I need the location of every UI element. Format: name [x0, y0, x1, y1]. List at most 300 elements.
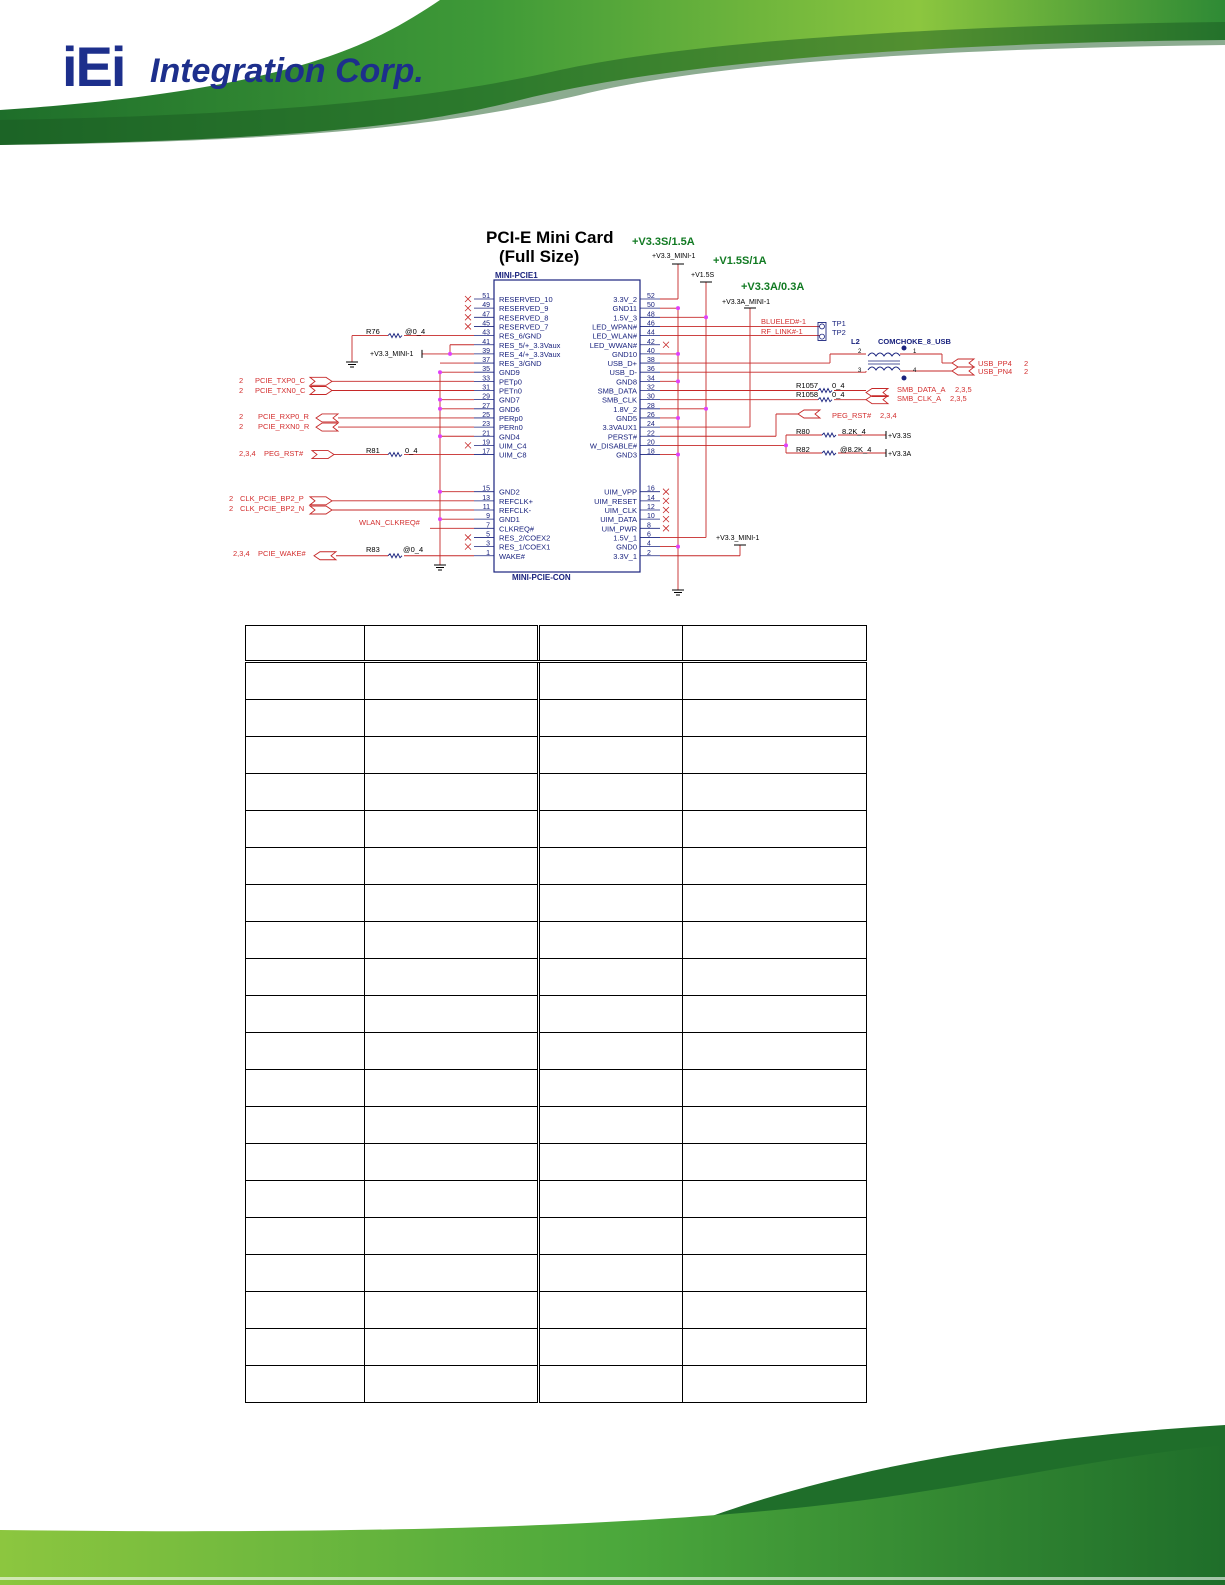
left-pin-name: UIM_C4 — [499, 441, 527, 451]
table-cell — [246, 662, 365, 700]
table-cell — [365, 662, 539, 700]
table-cell — [683, 811, 867, 848]
table-cell — [246, 737, 365, 774]
net-peg-right: PEG_RST# — [832, 411, 872, 420]
left-pin-number: 15 — [482, 485, 490, 493]
right-pin-name: GND0 — [616, 542, 637, 552]
sheet-usb-pp: 2 — [1024, 359, 1029, 368]
table-cell — [365, 1107, 539, 1144]
table-cell — [365, 996, 539, 1033]
table-cell — [539, 737, 683, 774]
right-pin-name: UIM_VPP — [604, 487, 637, 497]
r1058-label: R1058 — [796, 390, 819, 399]
table-cell — [365, 959, 539, 996]
net-wlan-clkreq: WLAN_CLKREQ# — [359, 518, 420, 527]
right-pin-name: 3.3V_2 — [613, 295, 637, 304]
sheet-smb-data: 2,3,5 — [955, 385, 972, 394]
table-cell — [246, 959, 365, 996]
right-pin-number: 6 — [647, 531, 651, 539]
net-clkp: CLK_PCIE_BP2_P — [240, 494, 304, 503]
right-pin-number: 26 — [647, 411, 655, 419]
table-row — [246, 922, 867, 959]
no-connect-mark — [465, 534, 471, 540]
ground-symbol — [434, 565, 446, 570]
left-pin-number: 23 — [482, 421, 490, 429]
left-pin-name: RES_1/COEX1 — [499, 542, 551, 552]
table-cell — [365, 1144, 539, 1181]
table-cell — [683, 959, 867, 996]
left-pin-number: 13 — [482, 494, 490, 502]
right-pin-name: 1.5V_3 — [613, 313, 637, 323]
table-cell — [365, 1070, 539, 1107]
right-pin-number: 24 — [647, 421, 655, 429]
table-cell — [683, 1070, 867, 1107]
right-pin-number: 20 — [647, 439, 655, 447]
right-pin-name: USB_D- — [609, 368, 637, 378]
net-smb-clk: SMB_CLK_A — [897, 394, 942, 403]
junction-dot — [438, 398, 442, 402]
l2-label: L2 — [851, 337, 860, 346]
rail-v15s: +V1.5S/1A — [713, 255, 767, 267]
r81-label: R81 — [366, 446, 380, 455]
resistor — [388, 334, 402, 338]
right-pin-name: 1.5V_1 — [613, 533, 637, 543]
right-pin-name: LED_WLAN# — [592, 331, 637, 341]
right-pin — [613, 550, 660, 561]
right-pin-name: SMB_DATA — [597, 386, 637, 396]
table-row — [246, 1070, 867, 1107]
ground-symbol — [346, 362, 358, 367]
left-pin-number: 41 — [482, 338, 490, 346]
table-cell — [539, 1181, 683, 1218]
resistor — [818, 398, 832, 402]
table-cell — [683, 848, 867, 885]
no-connect-mark — [465, 314, 471, 320]
left-pin-name: RESERVED_10 — [499, 295, 553, 304]
table-cell — [683, 1366, 867, 1403]
table-cell — [365, 1181, 539, 1218]
right-pin-number: 46 — [647, 320, 655, 328]
table-cell — [246, 1366, 365, 1403]
net-txp: PCIE_TXP0_C — [255, 376, 306, 385]
schematic-diagram — [225, 225, 1035, 605]
right-pin-number: 32 — [647, 384, 655, 392]
table-cell — [683, 700, 867, 737]
offpage-connector — [316, 423, 338, 431]
net-clkn: CLK_PCIE_BP2_N — [240, 504, 305, 513]
net-rflink: RF_LINK#-1 — [761, 327, 803, 336]
table-row — [246, 996, 867, 1033]
left-pin-number: 21 — [482, 430, 490, 438]
choke-pin-4: 4 — [913, 368, 917, 374]
table-row — [246, 700, 867, 737]
r83-label: R83 — [366, 545, 380, 554]
no-connect-mark — [465, 544, 471, 550]
table-cell — [246, 1144, 365, 1181]
left-pin — [474, 522, 535, 533]
left-pin-number: 49 — [482, 302, 490, 310]
table-cell — [539, 1255, 683, 1292]
left-pin-number: 35 — [482, 366, 490, 374]
left-pin-number: 9 — [486, 513, 490, 521]
left-pin-name: REFCLK- — [499, 506, 532, 515]
r82-value: @8.2K_4 — [840, 445, 872, 454]
part-ref: MINI-PCIE1 — [495, 271, 538, 280]
left-pin-name: PETn0 — [499, 386, 522, 396]
junction-dot — [438, 490, 442, 494]
net-usb-pp: USB_PP4 — [978, 359, 1012, 368]
table-cell — [246, 885, 365, 922]
resistor — [388, 453, 402, 457]
no-connect-mark — [465, 323, 471, 329]
table-cell — [365, 737, 539, 774]
choke-label: COMCHOKE_8_USB — [878, 337, 951, 346]
table-cell — [365, 848, 539, 885]
sheet-peg-left: 2,3,4 — [239, 449, 256, 458]
table-cell — [365, 1329, 539, 1366]
sheet-rxp: 2 — [239, 412, 244, 421]
table-cell — [683, 1181, 867, 1218]
right-pin-name: UIM_PWR — [601, 524, 637, 534]
left-pin-number: 7 — [486, 522, 490, 530]
right-pin-number: 44 — [647, 329, 655, 337]
right-pin-number: 38 — [647, 357, 655, 365]
r76-value: @0_4 — [405, 327, 426, 336]
net-rxp: PCIE_RXP0_R — [258, 412, 309, 421]
table-cell — [246, 1070, 365, 1107]
right-pin-number: 4 — [647, 540, 651, 548]
right-pin-name: GND10 — [611, 349, 637, 359]
offpage-connector — [314, 552, 336, 560]
right-pin-name: UIM_RESET — [594, 496, 637, 506]
pin-table — [245, 625, 867, 1403]
ground-symbol — [672, 590, 684, 595]
table-cell — [539, 1218, 683, 1255]
net-v33a: +V3.3A — [888, 451, 912, 458]
table-row — [246, 1033, 867, 1070]
junction-dot — [448, 352, 452, 356]
r1057-value: 0_4 — [832, 381, 845, 390]
left-pin-name: GND6 — [499, 404, 520, 414]
left-pin-number: 31 — [482, 384, 490, 392]
left-pin-number: 19 — [482, 439, 490, 447]
pin-table-body — [246, 662, 867, 1403]
left-pin-name: RES_6/GND — [499, 331, 542, 341]
footer-banner — [0, 1415, 1225, 1585]
left-pin-name: RESERVED_8 — [499, 313, 549, 323]
no-connect-mark — [663, 507, 669, 513]
offpage-connector — [952, 367, 974, 375]
right-pin-number: 14 — [647, 494, 655, 502]
resistor — [388, 554, 402, 558]
table-cell — [246, 1107, 365, 1144]
right-pin-name: W_DISABLE# — [589, 441, 637, 451]
table-row — [246, 1329, 867, 1366]
left-pin — [474, 550, 526, 561]
junction-dot — [704, 407, 708, 411]
resistor — [822, 433, 836, 437]
table-cell — [246, 774, 365, 811]
table-cell — [539, 700, 683, 737]
right-pin-number: 42 — [647, 338, 655, 346]
net-peg-left: PEG_RST# — [264, 449, 304, 458]
table-cell — [365, 1292, 539, 1329]
table-row — [246, 1255, 867, 1292]
table-cell — [683, 1292, 867, 1329]
mini1-left: +V3.3_MINI-1 — [370, 351, 414, 358]
rail-v33s: +V3.3S/1.5A — [632, 236, 695, 248]
table-cell — [539, 662, 683, 700]
right-pin-number: 40 — [647, 347, 655, 355]
sheet-wake: 2,3,4 — [233, 549, 250, 558]
table-cell — [539, 885, 683, 922]
table-cell — [365, 1366, 539, 1403]
offpage-connector — [316, 414, 338, 422]
table-cell — [246, 1255, 365, 1292]
offpage-connector — [310, 387, 332, 395]
choke-pin-3: 3 — [858, 368, 862, 374]
header-pin-right — [539, 626, 683, 662]
right-pin — [613, 531, 660, 542]
table-row — [246, 1218, 867, 1255]
table-cell — [539, 1329, 683, 1366]
net-wake: PCIE_WAKE# — [258, 549, 306, 558]
left-pin-number: 43 — [482, 329, 490, 337]
table-cell — [683, 1107, 867, 1144]
left-pin — [474, 504, 532, 515]
left-pin-number: 47 — [482, 311, 490, 319]
r1058-value: 0_4 — [832, 390, 845, 399]
r81-value: 0_4 — [405, 446, 418, 455]
choke-pin-2: 2 — [858, 349, 862, 355]
table-cell — [539, 996, 683, 1033]
offpage-connector — [798, 410, 820, 418]
table-row — [246, 774, 867, 811]
table-row — [246, 1181, 867, 1218]
table-cell — [246, 1292, 365, 1329]
table-cell — [246, 1181, 365, 1218]
table-row — [246, 1366, 867, 1403]
table-cell — [365, 1033, 539, 1070]
left-pin-number: 1 — [486, 549, 490, 557]
left-pin-name: CLKREQ# — [499, 524, 535, 534]
right-pin-number: 48 — [647, 311, 655, 319]
left-pin-name: GND4 — [499, 432, 520, 442]
junction-dot — [676, 416, 680, 420]
left-pin-number: 3 — [486, 540, 490, 548]
left-pin-name: PERp0 — [499, 413, 523, 423]
no-connect-mark — [663, 525, 669, 531]
left-pin-number: 33 — [482, 375, 490, 383]
table-cell — [365, 1218, 539, 1255]
table-cell — [683, 885, 867, 922]
right-pin-name: 3.3VAUX1 — [602, 423, 637, 433]
left-pin-name: RES_2/COEX2 — [499, 533, 551, 543]
table-cell — [683, 1218, 867, 1255]
right-pin-number: 50 — [647, 302, 655, 310]
table-cell — [539, 1033, 683, 1070]
table-row — [246, 662, 867, 700]
right-pin-number: 18 — [647, 448, 655, 456]
left-pin-number: 5 — [486, 531, 490, 539]
junction-dot — [438, 434, 442, 438]
net-rxn: PCIE_RXN0_R — [258, 422, 310, 431]
offpage-connector — [952, 359, 974, 367]
no-connect-mark — [465, 296, 471, 302]
sheet-usb-pn: 2 — [1024, 367, 1029, 376]
table-row — [246, 1107, 867, 1144]
table-row — [246, 959, 867, 996]
r82-label: R82 — [796, 445, 810, 454]
table-cell — [365, 1255, 539, 1292]
table-cell — [539, 774, 683, 811]
left-pin-name: RESERVED_7 — [499, 322, 549, 332]
table-row — [246, 1144, 867, 1181]
junction-dot — [704, 315, 708, 319]
net-v33a-mini1: +V3.3A_MINI-1 — [722, 299, 771, 306]
test-point — [818, 322, 826, 340]
resistor — [822, 451, 836, 455]
right-pin-number: 28 — [647, 402, 655, 410]
table-cell — [683, 1255, 867, 1292]
table-cell — [246, 996, 365, 1033]
pin-table-header — [246, 626, 867, 662]
schematic-subtitle: (Full Size) — [499, 247, 580, 266]
offpage-connector — [310, 506, 332, 514]
left-pin-name: GND9 — [499, 368, 520, 378]
table-cell — [683, 737, 867, 774]
sheet-smb-clk: 2,3,5 — [950, 394, 967, 403]
left-pin-name: PERn0 — [499, 423, 523, 433]
header-pin-left — [246, 626, 365, 662]
r83-value: @0_4 — [403, 545, 424, 554]
header-desc-left — [365, 626, 539, 662]
left-pin-name: PETp0 — [499, 377, 522, 387]
offpage-connector — [310, 377, 332, 385]
no-connect-mark — [465, 305, 471, 311]
right-pin-name: LED_WWAN# — [589, 340, 637, 350]
right-pin — [600, 513, 660, 524]
right-pin-name: PERST# — [607, 432, 637, 442]
table-cell — [246, 922, 365, 959]
table-cell — [683, 1033, 867, 1070]
net-blueled: BLUELED#-1 — [761, 317, 807, 326]
net-smb-data: SMB_DATA_A — [897, 385, 946, 394]
table-cell — [365, 774, 539, 811]
table-cell — [683, 774, 867, 811]
r1057-label: R1057 — [796, 381, 819, 390]
mini1-bottom: +V3.3_MINI-1 — [716, 535, 760, 542]
table-row — [246, 1292, 867, 1329]
junction-dot — [438, 517, 442, 521]
no-connect-mark — [663, 516, 669, 522]
no-connect-mark — [663, 489, 669, 495]
right-pin-number: 52 — [647, 293, 655, 300]
left-pin-name: WAKE# — [499, 551, 525, 561]
left-pin-name: GND2 — [499, 487, 520, 497]
left-pin-name: RESERVED_9 — [499, 304, 549, 314]
table-cell — [246, 811, 365, 848]
schematic-title: PCI-E Mini Card — [486, 228, 614, 247]
table-cell — [539, 1366, 683, 1403]
offpage-connector — [312, 451, 334, 459]
sheet-txp: 2 — [239, 376, 244, 385]
offpage-connector — [310, 497, 332, 505]
header-banner — [0, 0, 1225, 145]
choke-coil — [868, 367, 900, 370]
right-pin-number: 2 — [647, 549, 651, 557]
sheet-rxn: 2 — [239, 422, 244, 431]
net-mini1-top: +V3.3_MINI-1 — [652, 253, 696, 260]
sheet-peg-right: 2,3,4 — [880, 411, 897, 420]
junction-dot — [438, 407, 442, 411]
junction-dot — [676, 306, 680, 310]
right-pin-number: 22 — [647, 430, 655, 438]
right-pin-name: SMB_CLK — [601, 395, 637, 405]
resistor — [818, 389, 832, 393]
table-cell — [365, 700, 539, 737]
brand-mark: iEi — [62, 35, 125, 98]
table-cell — [683, 662, 867, 700]
table-row — [246, 811, 867, 848]
table-row — [246, 848, 867, 885]
right-pin-number: 36 — [647, 366, 655, 374]
no-connect-mark — [663, 498, 669, 504]
table-cell — [246, 700, 365, 737]
table-cell — [539, 1070, 683, 1107]
left-pin-name: RES_5/+_3.3Vaux — [499, 340, 561, 350]
left-pin-number: 25 — [482, 411, 490, 419]
sheet-txn: 2 — [239, 386, 244, 395]
left-pin-number: 39 — [482, 347, 490, 355]
junction-dot — [676, 379, 680, 383]
sheet-clkp: 2 — [229, 494, 234, 503]
right-pin-number: 34 — [647, 375, 655, 383]
right-pin-number: 30 — [647, 393, 655, 401]
no-connect-mark — [663, 342, 669, 348]
table-cell — [683, 1329, 867, 1366]
junction-dot — [438, 370, 442, 374]
choke-coil — [868, 353, 900, 356]
left-pin-number: 17 — [482, 448, 490, 456]
right-pin-name: UIM_CLK — [604, 506, 637, 515]
junction-dot — [784, 443, 788, 447]
right-pin-name: GND8 — [616, 377, 637, 387]
right-pin — [602, 522, 660, 533]
right-pin-name: LED_WPAN# — [592, 322, 637, 332]
table-cell — [683, 1144, 867, 1181]
right-pin-name: UIM_DATA — [600, 515, 637, 525]
tp1-label: TP1 — [832, 319, 846, 328]
right-pin-number: 8 — [647, 522, 651, 530]
junction-dot — [676, 545, 680, 549]
left-pin-number: 45 — [482, 320, 490, 328]
net-v15s: +V1.5S — [691, 272, 715, 279]
left-pin-number: 11 — [482, 504, 490, 511]
table-cell — [539, 959, 683, 996]
left-pin-name: GND7 — [499, 395, 520, 405]
table-cell — [246, 848, 365, 885]
left-pin-name: RES_3/GND — [499, 359, 542, 369]
sheet-clkn: 2 — [229, 504, 234, 513]
right-pin-name: USB_D+ — [607, 359, 637, 369]
table-cell — [539, 1292, 683, 1329]
junction-dot — [676, 453, 680, 457]
choke-pin-1: 1 — [913, 349, 917, 355]
table-cell — [539, 922, 683, 959]
r80-label: R80 — [796, 427, 810, 436]
table-cell — [365, 922, 539, 959]
